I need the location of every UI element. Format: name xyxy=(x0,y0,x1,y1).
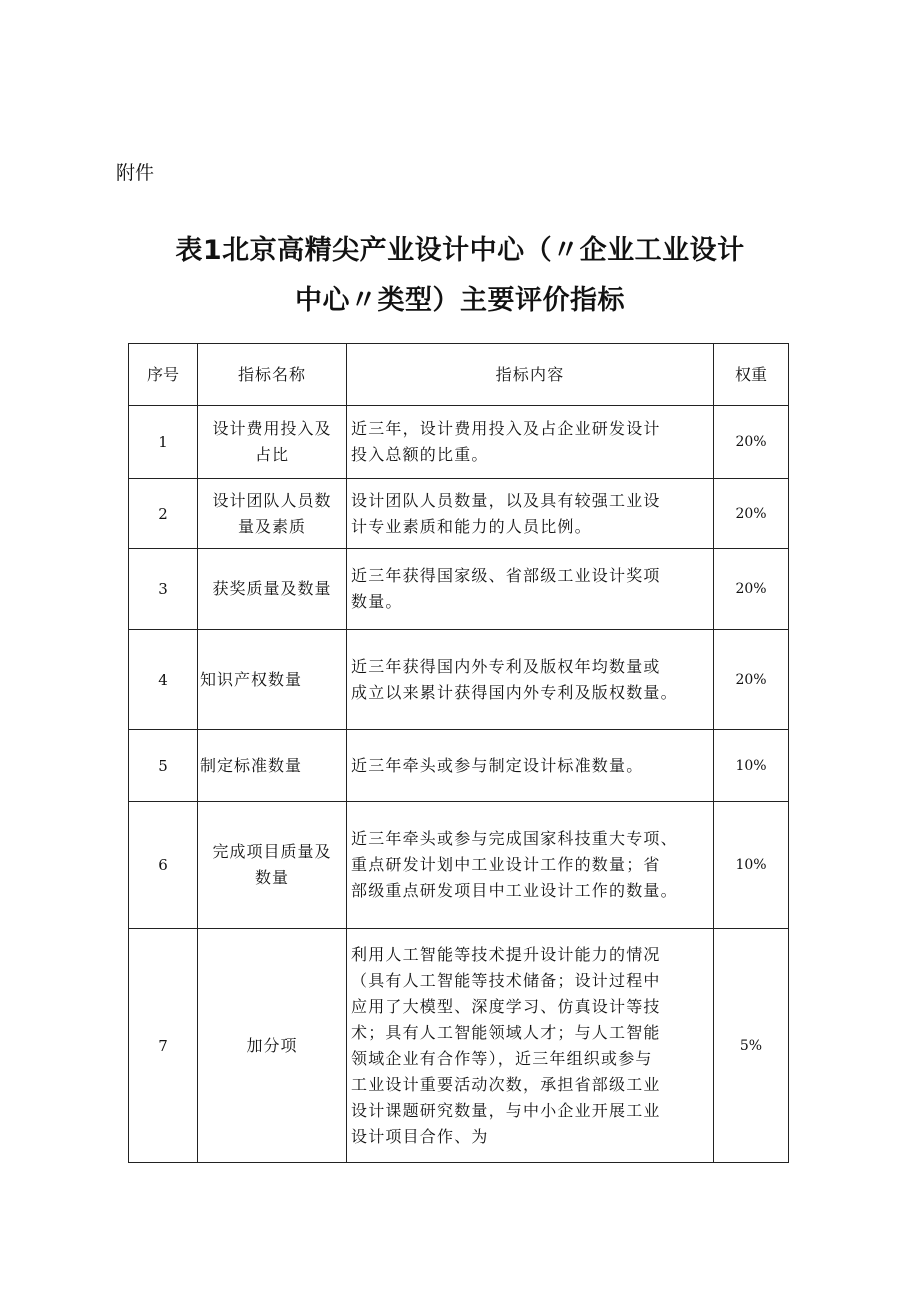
row-name-line: 制定标准数量 xyxy=(200,755,303,775)
row-content-line: 数量。 xyxy=(351,592,403,611)
row-content xyxy=(347,479,714,549)
row-name xyxy=(198,406,347,479)
row-content-line: 设计项目合作、为 xyxy=(351,1126,489,1146)
row-name xyxy=(198,630,347,730)
table-row xyxy=(129,802,789,929)
row-content-line: 近三年牵头或参与完成国家科技重大专项、 xyxy=(351,829,678,848)
row-content xyxy=(347,929,714,1163)
attachment-label: 附件 xyxy=(116,162,155,184)
row-content-line: 领域企业有合作等），近三年组织或参与 xyxy=(351,1048,653,1068)
row-name-line: 数量 xyxy=(254,868,289,887)
row-content-line: 近三年获得国内外专利及版权年均数量或 xyxy=(351,656,661,676)
row-content-line: 计专业素质和能力的人员比例。 xyxy=(351,516,592,536)
row-content xyxy=(347,630,714,730)
table-header-row xyxy=(129,344,789,406)
row-name-line: 完成项目质量及 xyxy=(212,842,332,861)
row-seq: 2 xyxy=(129,479,198,549)
header-name: 指标名称 xyxy=(198,344,347,406)
row-content-line: 设计课题研究数量，与中小企业开展工业 xyxy=(351,1100,661,1120)
table-row xyxy=(129,929,789,1163)
row-content xyxy=(347,406,714,479)
row-content-line: 近三年，设计费用投入及占企业研发设计 xyxy=(351,419,661,438)
header-content: 指标内容 xyxy=(347,344,714,406)
row-content-line: 投入总额的比重。 xyxy=(351,445,489,464)
row-weight: 10% xyxy=(714,802,789,929)
row-content xyxy=(347,730,714,802)
row-name xyxy=(198,929,347,1163)
table-row xyxy=(129,549,789,630)
row-name-line: 知识产权数量 xyxy=(200,669,303,689)
row-name-line: 占比 xyxy=(254,445,289,464)
row-weight: 20% xyxy=(714,479,789,549)
row-content-line: 工业设计重要活动次数，承担省部级工业 xyxy=(351,1074,661,1094)
table-row xyxy=(129,730,789,802)
row-seq: 1 xyxy=(129,406,198,479)
row-weight: 20% xyxy=(714,630,789,730)
row-weight: 10% xyxy=(714,730,789,802)
row-weight: 20% xyxy=(714,549,789,630)
row-content-line: 近三年获得国家级、省部级工业设计奖项 xyxy=(351,566,661,585)
row-name-line: 设计费用投入及 xyxy=(212,419,332,438)
row-content xyxy=(347,802,714,929)
row-name xyxy=(198,802,347,929)
row-name-line: 设计团队人员数 xyxy=(212,490,332,510)
table-title-line-2: 中心〃类型）主要评价指标 xyxy=(295,285,625,316)
row-content-line: 应用了大模型、深度学习、仿真设计等技 xyxy=(351,996,661,1016)
row-seq: 7 xyxy=(129,929,198,1163)
row-seq: 6 xyxy=(129,802,198,929)
header-seq: 序号 xyxy=(129,344,198,406)
row-name-line: 获奖质量及数量 xyxy=(212,579,332,598)
header-weight: 权重 xyxy=(714,344,789,406)
row-content-line: （具有人工智能等技术储备；设计过程中 xyxy=(351,970,661,990)
row-name-line: 加分项 xyxy=(246,1035,298,1055)
row-seq: 4 xyxy=(129,630,198,730)
row-weight: 5% xyxy=(714,929,789,1163)
row-content-line: 重点研发计划中工业设计工作的数量；省 xyxy=(351,855,661,874)
row-content-line: 利用人工智能等技术提升设计能力的情况 xyxy=(351,944,661,964)
table-row xyxy=(129,630,789,730)
row-name xyxy=(198,549,347,630)
row-content xyxy=(347,549,714,630)
table-title-line-1: 表1北京高精尖产业设计中心（〃企业工业设计 xyxy=(175,235,745,266)
row-content-line: 设计团队人员数量，以及具有较强工业设 xyxy=(351,490,661,510)
row-name xyxy=(198,730,347,802)
row-name xyxy=(198,479,347,549)
row-seq: 5 xyxy=(129,730,198,802)
table-row xyxy=(129,406,789,479)
row-content-line: 部级重点研发项目中工业设计工作的数量。 xyxy=(351,881,678,900)
row-seq: 3 xyxy=(129,549,198,630)
evaluation-table xyxy=(128,343,789,1163)
table-row xyxy=(129,479,789,549)
row-name-line: 量及素质 xyxy=(237,516,306,536)
row-content-line: 成立以来累计获得国内外专利及版权数量。 xyxy=(351,682,678,702)
row-weight: 20% xyxy=(714,406,789,479)
row-content-line: 术；具有人工智能领域人才；与人工智能 xyxy=(351,1022,661,1042)
row-content-line: 近三年牵头或参与制定设计标准数量。 xyxy=(351,755,644,775)
